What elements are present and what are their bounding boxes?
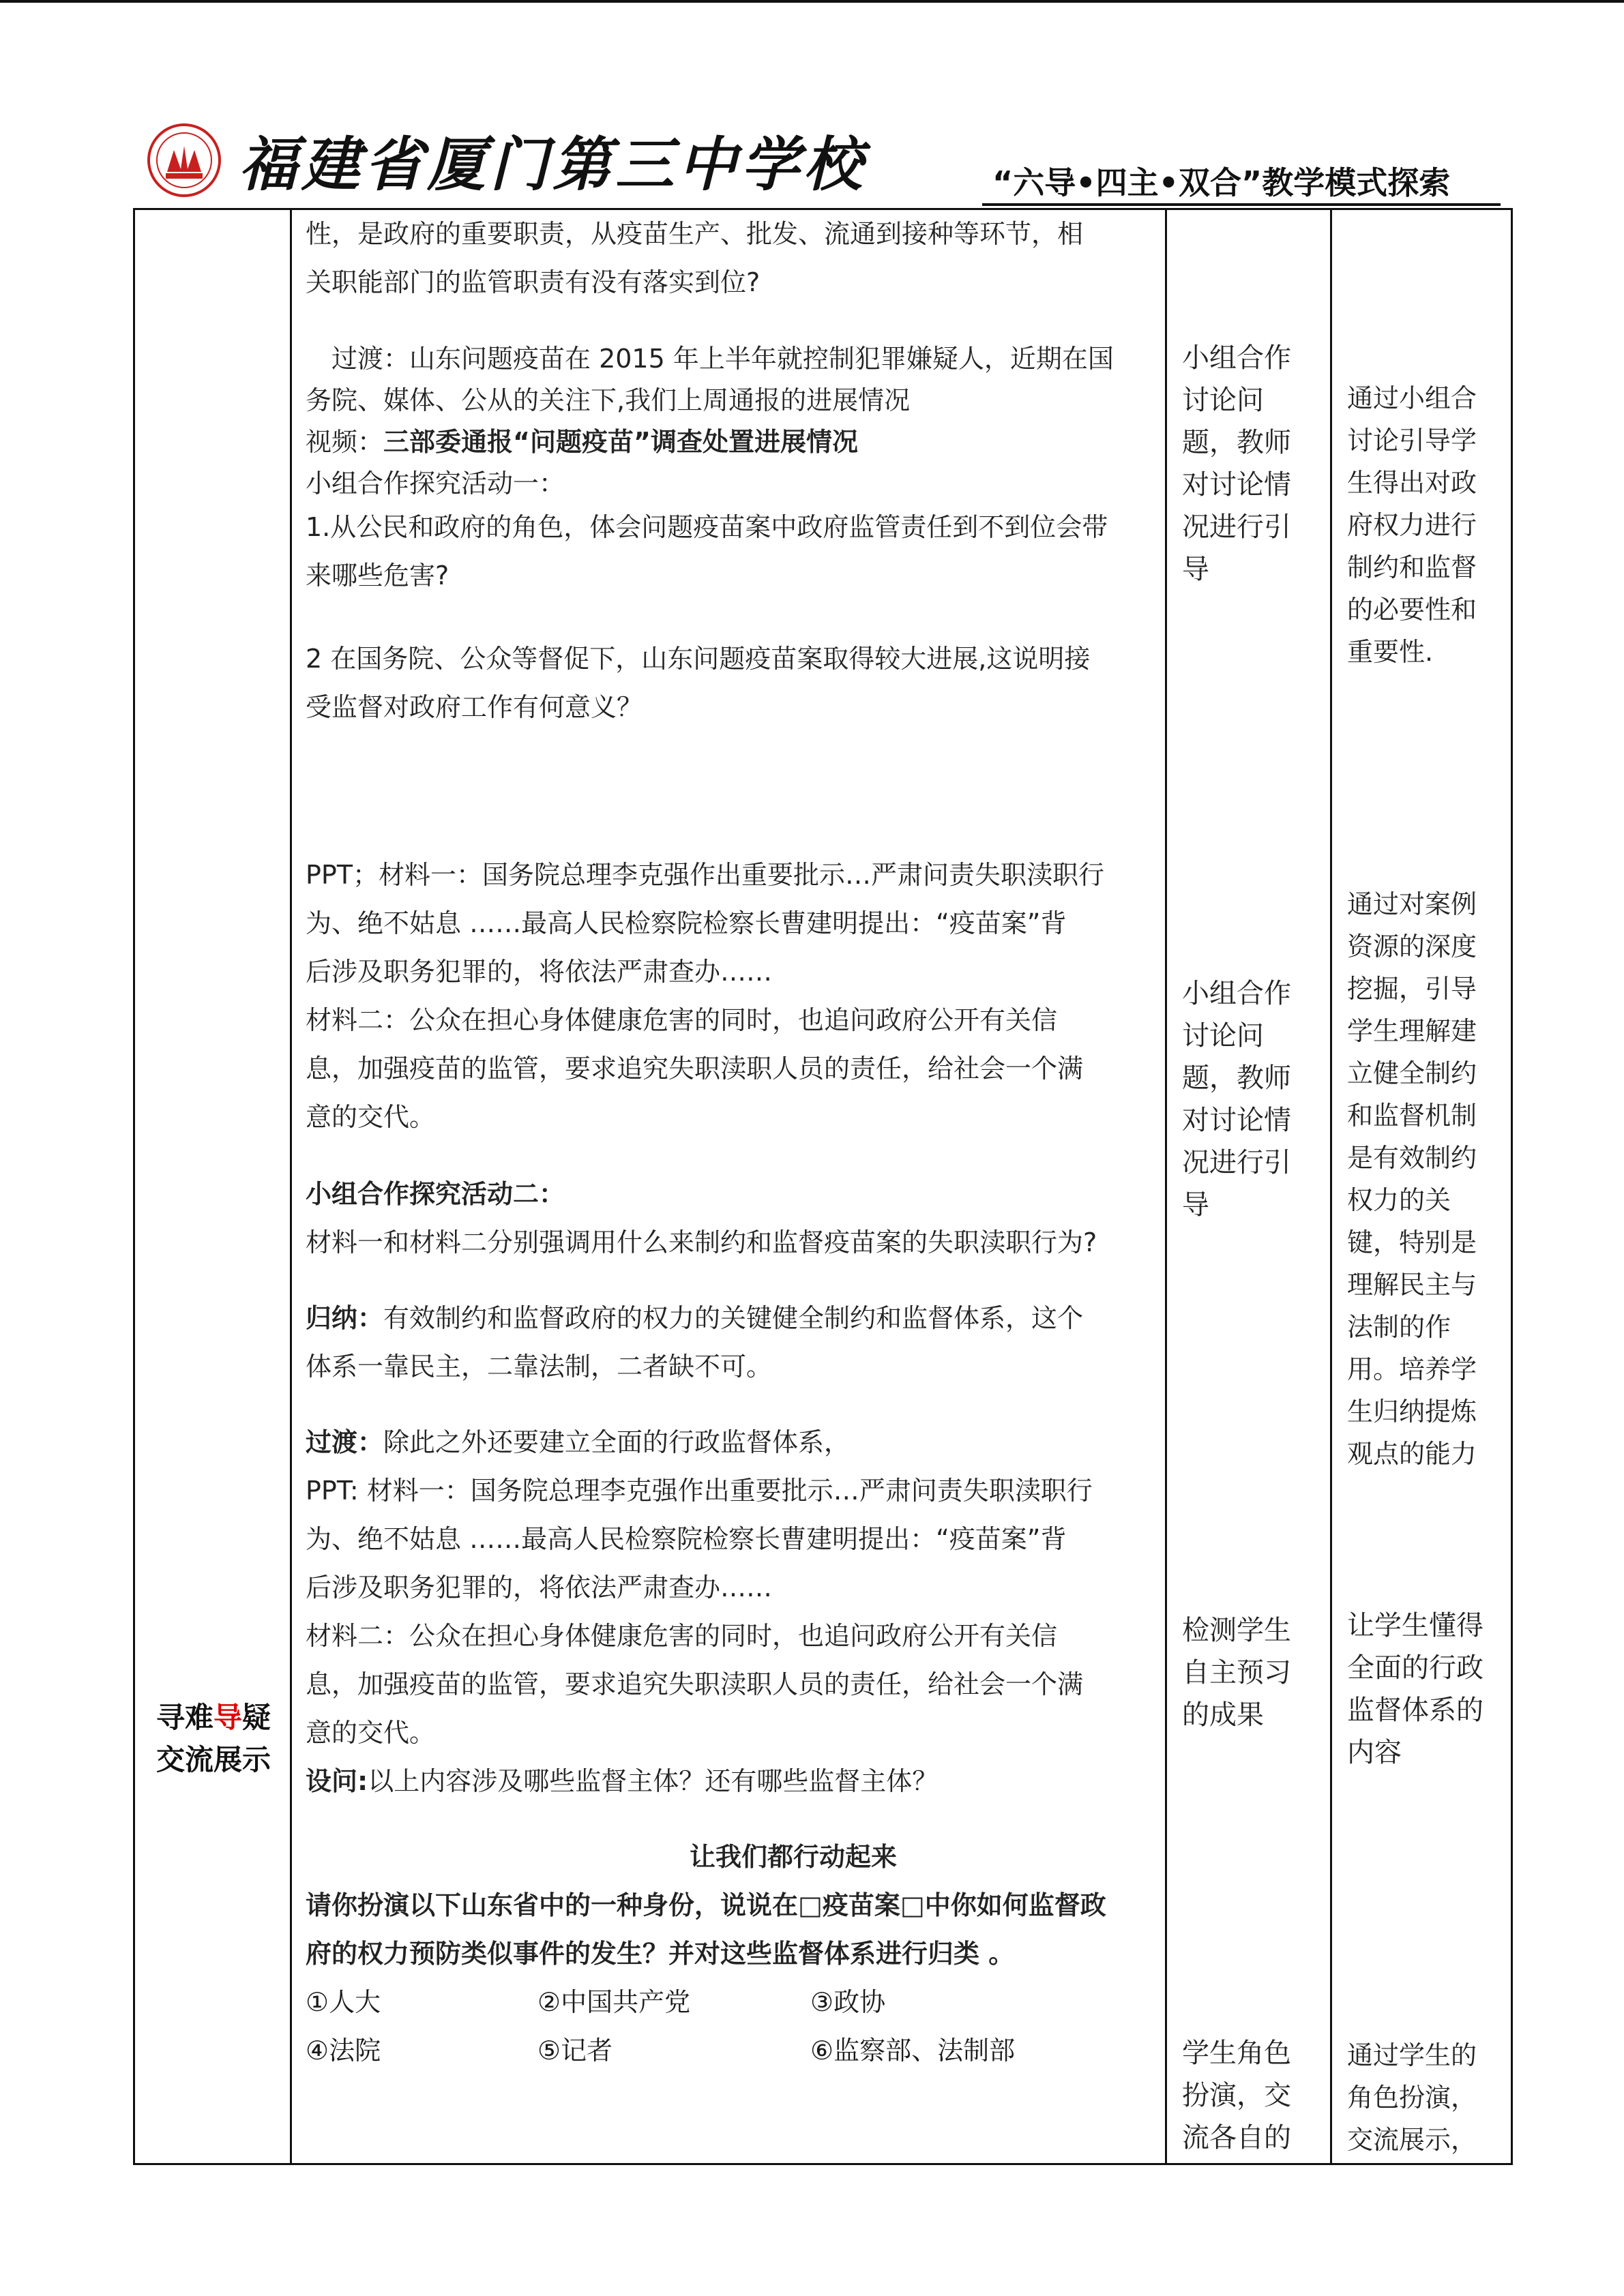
design-intent-2: 通过对案例 资源的深度 挖掘，引导 学生理解建 立健全制约 和监督机制 是有效制约 权力的关 键，特别是 理解民主与 法制的作 用。培养学 生归纳提炼 观点的能力 [1347, 889, 1477, 1469]
school-name: 福建省厦门第三中学校 [239, 130, 866, 199]
role-item: ②中国共产党 [537, 1987, 691, 2017]
text-line: 过渡：山东问题疫苗在 2015 年上半年就控制犯罪嫌疑人，近期在国 [331, 344, 1114, 374]
column-divider [290, 210, 292, 2163]
text-line: 小组合作探究活动一： [306, 468, 565, 498]
role-list [306, 1978, 885, 2027]
text-line: 务院、媒体、公从的关注下,我们上周通报的进展情况 [306, 385, 911, 415]
role-list [306, 2027, 1015, 2075]
text-line: 材料二：公众在担心身体健康危害的同时，也追问政府公开有关信 [306, 1621, 1058, 1651]
text-line: 来哪些危害? [306, 561, 449, 591]
text-line: 设问:以上内容涉及哪些监督主体？还有哪些监督主体？ [306, 1766, 939, 1796]
text-line: 府的权力预防类似事件的发生？并对这些监督体系进行归类 。 [306, 1939, 1015, 1969]
text-line: 体系一靠民主，二靠法制，二者缺不可。 [306, 1352, 773, 1382]
school-logo [147, 123, 222, 198]
role-item: ④法院 [306, 2036, 381, 2066]
activity-heading: 让我们都行动起来 [689, 1842, 897, 1872]
text-line: 意的交代。 [306, 1102, 436, 1132]
text-line: 为、绝不姑息 ……最高人民检察院检察长曹建明提出：“疫苗案”背 [306, 1524, 1067, 1554]
text-line: 关职能部门的监管职责有没有落实到位? [306, 267, 761, 297]
column-divider [1330, 210, 1332, 2163]
text-line: PPT: 材料一：国务院总理李克强作出重要批示…严肃问责失职渎职行 [306, 1476, 1093, 1506]
text-line: 材料二：公众在担心身体健康危害的同时，也追问政府公开有关信 [306, 1005, 1058, 1035]
text-line: 归纳：有效制约和监督政府的权力的关键健全制约和监督体系，这个 [306, 1303, 1084, 1333]
text-line: 息，加强疫苗的监管，要求追究失职渎职人员的责任，给社会一个满 [306, 1669, 1084, 1699]
teacher-activity-3: 检测学生 自主预习 的成果 [1182, 1615, 1291, 1731]
text-line: 2 在国务院、公众等督促下，山东问题疫苗案取得较大进展,这说明接 [306, 644, 1091, 674]
text-line: PPT；材料一：国务院总理李克强作出重要批示…严肃问责失职渎职行 [306, 860, 1105, 890]
role-item: ③政协 [810, 1987, 886, 2017]
role-item: ①人大 [306, 1987, 381, 2017]
text-line: 受监督对政府工作有何意义？ [306, 692, 643, 722]
text-line: 视频：三部委通报“问题疫苗”调查处置进展情况 [306, 427, 858, 457]
design-intent-1: 通过小组合 讨论引导学 生得出对政 府权力进行 制约和监督 的必要性和 重要性. [1347, 383, 1477, 667]
text-line: 过渡：除此之外还要建立全面的行政监督体系， [306, 1427, 851, 1457]
text-line: 为、绝不姑息 ……最高人民检察院检察长曹建明提出：“疫苗案”背 [306, 908, 1067, 938]
header-slogan: “六导•四主•双合”教学模式探索 [992, 164, 1451, 201]
text-line: 后涉及职务犯罪的，将依法严肃查办…… [306, 957, 773, 987]
text-line: 1.从公民和政府的角色，体会问题疫苗案中政府监管责任到不到位会带 [306, 512, 1108, 542]
text-line: 材料一和材料二分别强调用什么来制约和监督疫苗案的失职渎职行为? [306, 1227, 1097, 1257]
text-line: 息，加强疫苗的监管，要求追究失职渎职人员的责任，给社会一个满 [306, 1054, 1084, 1084]
role-item: ⑥监察部、法制部 [810, 2036, 1016, 2066]
top-border [0, 0, 1624, 3]
design-intent-4: 通过学生的 角色扮演， 交流展示， [1347, 2040, 1477, 2155]
teacher-activity-1: 小组合作 讨论问 题，教师 对讨论情 况进行引 导 [1182, 342, 1291, 585]
section-label: 寻难导疑 交流展示 [156, 1701, 271, 1776]
role-item: ⑤记者 [537, 2036, 613, 2066]
text-line: 后涉及职务犯罪的，将依法严肃查办…… [306, 1572, 773, 1602]
lesson-table [133, 208, 1513, 2165]
design-intent-3: 让学生懂得 全面的行政 监督体系的 内容 [1347, 1610, 1483, 1768]
text-line: 意的交代。 [306, 1718, 436, 1748]
text-line: 请你扮演以下山东省中的一种身份，说说在□疫苗案□中你如何监督政 [306, 1890, 1106, 1920]
text-line: 性，是政府的重要职责，从疫苗生产、批发、流通到接种等环节，相 [306, 219, 1084, 249]
teacher-activity-4: 学生角色 扮演，交 流各自的 [1182, 2038, 1291, 2153]
header-underline [982, 203, 1501, 206]
text-line: 小组合作探究活动二： [306, 1179, 565, 1209]
teacher-activity-2: 小组合作 讨论问 题，教师 对讨论情 况进行引 导 [1182, 978, 1291, 1221]
